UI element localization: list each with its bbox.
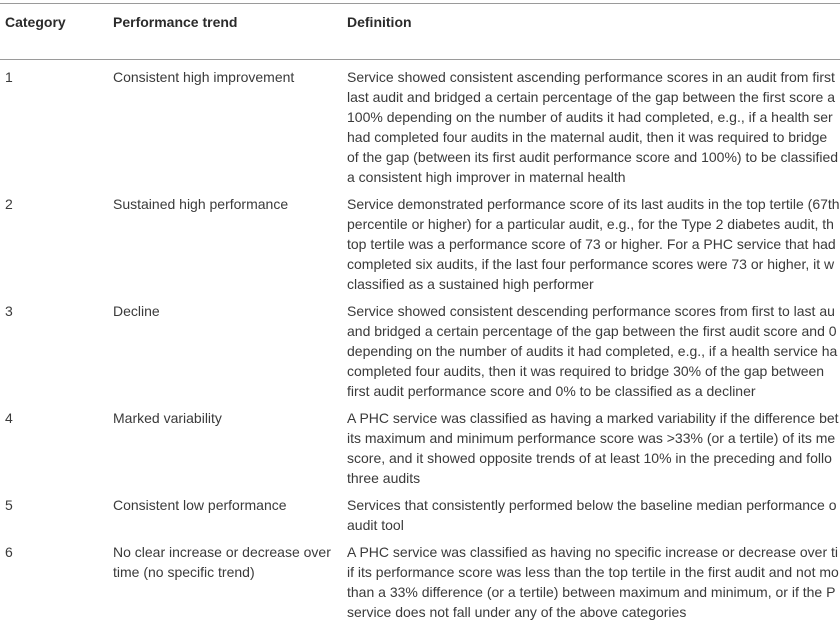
row-definition xyxy=(347,495,836,535)
definition-line: last audit and bridged a certain percentage of the gap between the first score a xyxy=(347,89,835,105)
row-performance-trend xyxy=(113,67,294,87)
definition-line: Services that consistently performed below the baseline median performance o xyxy=(347,497,837,513)
definition-line: top tertile was a performance score of 73 or higher. For a PHC service that had xyxy=(347,236,836,252)
definition-line: its maximum and minimum performance score was >33% (or a tertile) of its me xyxy=(347,430,836,446)
trend-line: Marked variability xyxy=(113,410,222,426)
definition-line: Service showed consistent descending performance scores from first to last au xyxy=(347,303,835,319)
definition-line: first audit performance score and 0% to be classified as a decliner xyxy=(347,383,756,399)
row-performance-trend xyxy=(113,542,331,582)
row-category: 3 xyxy=(5,303,13,319)
row-performance-trend xyxy=(113,495,287,515)
definition-line: completed six audits, if the last four performance scores were 73 or higher, it w xyxy=(347,256,835,272)
definition-line: and bridged a certain percentage of the gap between the first audit score and 0 xyxy=(347,323,837,339)
definition-line: percentile or higher) for a particular audit, e.g., for the Type 2 diabetes audit, th xyxy=(347,216,834,232)
definition-line: completed four audits, then it was required to bridge 30% of the gap between xyxy=(347,363,825,379)
definition-line: than a 33% difference (or a tertile) between maximum and minimum, or if the P xyxy=(347,584,836,600)
definition-line: score, and it showed opposite trends of at least 10% in the preceding and follo xyxy=(347,450,832,466)
definition-line: if its performance score was less than the top tertile in the first audit and not mo xyxy=(347,564,839,580)
header-bottom-rule xyxy=(0,59,840,60)
row-performance-trend xyxy=(113,408,222,428)
row-definition xyxy=(347,301,837,401)
definition-line: 100% depending on the number of audits it had completed, e.g., if a health ser xyxy=(347,109,833,125)
trend-line: Sustained high performance xyxy=(113,196,289,212)
trend-line: time (no specific trend) xyxy=(113,564,255,580)
trend-line: Consistent high improvement xyxy=(113,69,295,85)
definition-line: service does not fall under any of the above categories xyxy=(347,604,687,620)
row-definition xyxy=(347,542,839,622)
row-category: 6 xyxy=(5,544,13,560)
row-performance-trend xyxy=(113,301,160,321)
row-definition xyxy=(347,67,838,187)
row-definition xyxy=(347,408,839,488)
row-definition xyxy=(347,194,840,294)
definition-line: A PHC service was classified as having a marked variability if the difference bet xyxy=(347,410,839,426)
trend-line: Decline xyxy=(113,303,160,319)
trend-line: Consistent low performance xyxy=(113,497,287,513)
definition-line: Service showed consistent ascending performance scores in an audit from first xyxy=(347,69,835,85)
trend-line: No clear increase or decrease over xyxy=(113,544,331,560)
definition-line: classified as a sustained high performer xyxy=(347,276,594,292)
definition-line: depending on the number of audits it had completed, e.g., if a health service ha xyxy=(347,343,838,359)
definition-line: audit tool xyxy=(347,517,404,533)
header-definition: Definition xyxy=(347,14,412,30)
row-performance-trend xyxy=(113,194,288,214)
row-category: 5 xyxy=(5,497,13,513)
definition-line: A PHC service was classified as having no specific increase or decrease over ti xyxy=(347,544,838,560)
definition-line: had completed four audits in the maternal audit, then it was required to bridge xyxy=(347,129,828,145)
header-performance-trend: Performance trend xyxy=(113,14,238,30)
row-category: 1 xyxy=(5,69,13,85)
definition-line: three audits xyxy=(347,470,421,486)
table-top-rule xyxy=(0,3,840,4)
header-category: Category xyxy=(5,14,66,30)
definition-line: Service demonstrated performance score of its last audits in the top tertile (67th xyxy=(347,196,840,212)
definition-line: a consistent high improver in maternal health xyxy=(347,169,626,185)
definition-line: of the gap (between its first audit performance score and 100%) to be classified xyxy=(347,149,839,165)
row-category: 4 xyxy=(5,410,13,426)
row-category: 2 xyxy=(5,196,13,212)
